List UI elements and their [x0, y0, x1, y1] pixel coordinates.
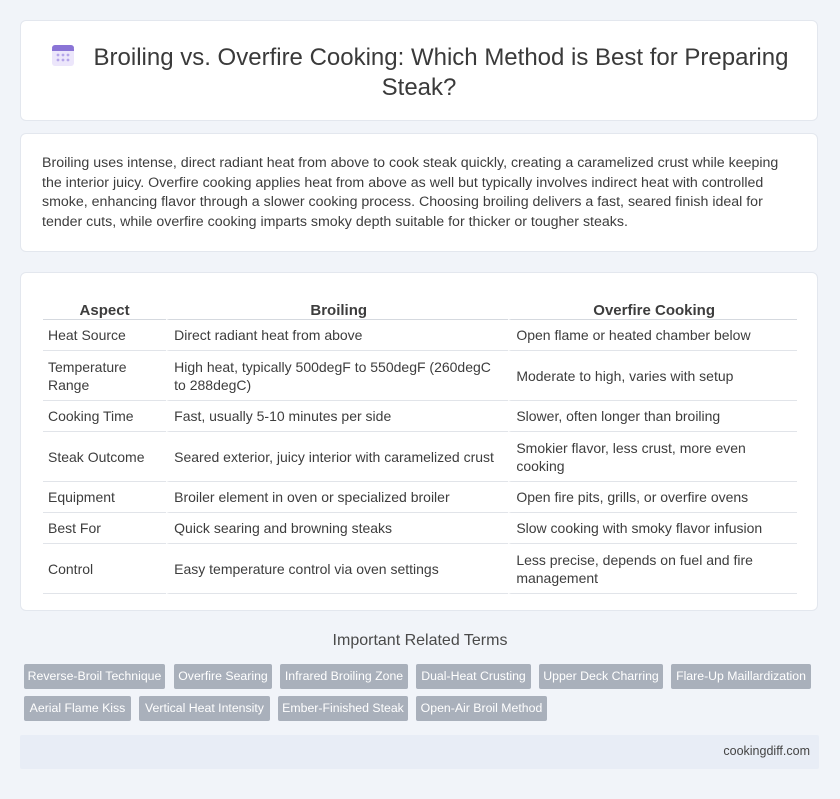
cell-aspect: Temperature Range: [43, 351, 166, 401]
footer: [20, 735, 819, 769]
cell-overfire: Open fire pits, grills, or overfire ovens: [508, 482, 797, 513]
cell-aspect: Equipment: [43, 482, 166, 513]
cell-aspect: Steak Outcome: [43, 432, 166, 482]
cell-broiling: Seared exterior, juicy interior with caramelized crust: [166, 432, 508, 482]
page-title-wrap: [41, 42, 797, 103]
related-terms-title: Important Related Terms: [332, 632, 508, 649]
intro-paragraph: Broiling uses intense, direct radiant heat from above to cook steak quickly, creating a caramelized crust while keeping the interior juicy. Overfire cooking applies heat from above as well but typically involves indirect heat with controlled smoke, enhancing flavor through a slower cooking process. Choosing broiling delivers a fast, seared finish ideal for tender cuts, while overfire cooking imparts smoky depth suitable for thicker or tougher steaks.: [42, 155, 779, 230]
cell-broiling: Easy temperature control via oven settings: [166, 544, 508, 594]
page-title: Broiling vs. Overfire Cooking: Which Method is Best for Preparing Steak?: [93, 44, 789, 101]
cell-broiling: Fast, usually 5-10 minutes per side: [166, 401, 508, 432]
cell-overfire: Open flame or heated chamber below: [508, 320, 797, 351]
title-card: [20, 20, 818, 121]
cell-broiling: Direct radiant heat from above: [166, 320, 508, 351]
header-broiling: Broiling: [166, 295, 508, 320]
term-tag[interactable]: Upper Deck Charring: [539, 664, 663, 689]
intro-card: [20, 133, 818, 252]
header-overfire: Overfire Cooking: [508, 295, 797, 320]
term-tag[interactable]: Infrared Broiling Zone: [280, 664, 408, 689]
footer-site-link[interactable]: cookingdiff.com: [723, 744, 810, 758]
comparison-table-card: [20, 272, 818, 611]
cell-aspect: Heat Source: [43, 320, 166, 351]
cell-aspect: Best For: [43, 513, 166, 544]
calendar-icon: [50, 42, 76, 68]
term-tag[interactable]: Reverse-Broil Technique: [24, 664, 165, 689]
term-tag[interactable]: Overfire Searing: [174, 664, 272, 689]
table-row: [43, 401, 797, 432]
cell-broiling: Broiler element in oven or specialized broiler: [166, 482, 508, 513]
cell-broiling: Quick searing and browning steaks: [166, 513, 508, 544]
cell-overfire: Slow cooking with smoky flavor infusion: [508, 513, 797, 544]
cell-aspect: Control: [43, 544, 166, 594]
table-row: [43, 544, 797, 594]
cell-overfire: Moderate to high, varies with setup: [508, 351, 797, 401]
term-tag[interactable]: Flare-Up Maillardization: [671, 664, 811, 689]
table-row: [43, 432, 797, 482]
cell-aspect: Cooking Time: [43, 401, 166, 432]
term-tag[interactable]: Aerial Flame Kiss: [24, 696, 131, 721]
term-tag[interactable]: Ember-Finished Steak: [278, 696, 408, 721]
table-row: [43, 513, 797, 544]
cell-broiling: High heat, typically 500degF to 550degF (260degC to 288degC): [166, 351, 508, 401]
cell-overfire: Slower, often longer than broiling: [508, 401, 797, 432]
cell-overfire: Less precise, depends on fuel and fire management: [508, 544, 797, 594]
term-tag[interactable]: Vertical Heat Intensity: [139, 696, 270, 721]
cell-overfire: Smokier flavor, less crust, more even cooking: [508, 432, 797, 482]
term-tag[interactable]: Open-Air Broil Method: [416, 696, 547, 721]
table-row: [43, 351, 797, 401]
table-row: [43, 482, 797, 513]
table-row: [43, 320, 797, 351]
term-tag[interactable]: Dual-Heat Crusting: [416, 664, 531, 689]
header-aspect: Aspect: [43, 295, 166, 320]
comparison-table: [43, 295, 797, 594]
table-header-row: [43, 295, 797, 320]
